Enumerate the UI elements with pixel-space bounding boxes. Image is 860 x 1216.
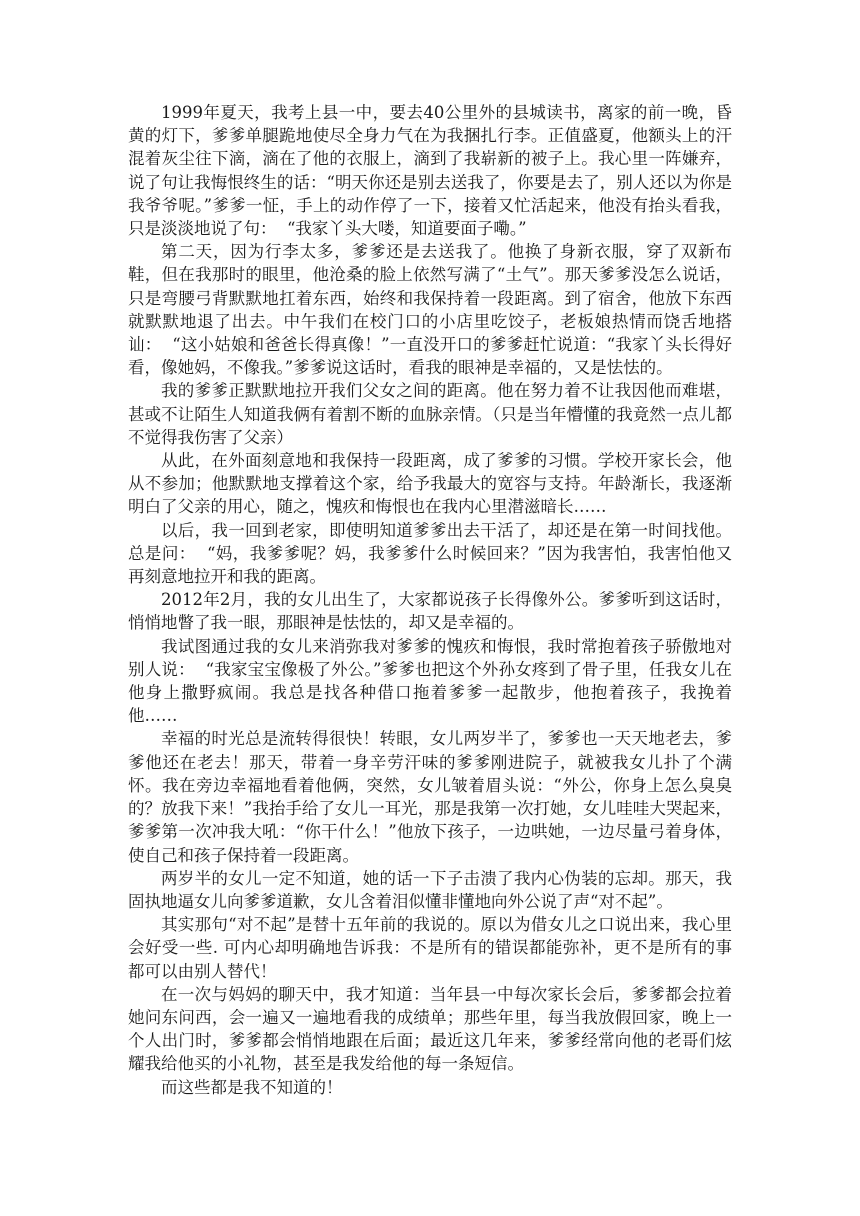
paragraph-12: 而这些都是我不知道的！ xyxy=(161,1077,343,1097)
paragraph-11: 在一次与妈妈的聊天中，我才知道：当年县一中每次家长会后，爹爹都会拉着她问东问西，会一遍又一遍地看我的成绩单；那些年里，每当我放假回家，晚上一个人出门时，爹爹都会悄悄地跟在后面；最近这几年来，爹爹经常向他的老哥们炫耀我给他买的小礼物，甚至是我发给他的每一条短信。 xyxy=(128,984,732,1074)
paragraph-10: 其实那句“对不起”是替十五年前的我说的。原以为借女儿之口说出来，我心里会好受一些. 可内心却明确地告诉我：不是所有的错误都能弥补，更不是所有的事都可以由别人替代！ xyxy=(128,915,732,981)
paragraph-2: 第二天，因为行李太多，爹爹还是去送我了。他换了身新衣服，穿了双新布鞋，但在我那时的眼里，他沧桑的脸上依然写满了“土气”。那天爹爹没怎么说话，只是弯腰弓背默默地扛着东西，始终和我保持着一段距离。到了宿舍，他放下东西就默默地退了出去。中午我们在校门口的小店里吃饺子，老板娘热情而饶舌地搭讪： “这小姑娘和爸爸长得真像！”一直没开口的爹爹赶忙说道：“我家丫头长得好看，像她妈，不像我。”爹爹说这话时，看我的眼神是幸福的，又是怯怯的。 xyxy=(128,242,732,378)
paragraph-7: 我试图通过我的女儿来消弥我对爹爹的愧疚和悔恨，我时常抱着孩子骄傲地对别人说： “我家宝宝像极了外公。”爹爹也把这个外孙女疼到了骨子里，任我女儿在他身上撒野疯闹。我总是找各种借口拖着爹爹一起散步，他抱着孩子，我挽着他…… xyxy=(128,636,732,726)
paragraph-9: 两岁半的女儿一定不知道，她的话一下子击溃了我内心伪装的忘却。那天，我固执地逼女儿向爹爹道歉，女儿含着泪似懂非懂地向外公说了声“对不起”。 xyxy=(128,868,732,911)
paragraph-5: 以后，我一回到老家，即使明知道爹爹出去干活了，却还是在第一时间找他。总是问： “妈，我爹爹呢？妈，我爹爹什么时候回来？”因为我害怕，我害怕他又再刻意地拉开和我的距离。 xyxy=(128,520,732,587)
article-body xyxy=(128,101,732,1099)
paragraph-4: 从此，在外面刻意地和我保持一段距离，成了爹爹的习惯。学校开家长会，他从不参加；他默默地支撑着这个家，给予我最大的宽容与支持。年龄渐长，我逐渐明白了父亲的用心，随之，愧疚和悔恨也在我内心里潜滋暗长…… xyxy=(128,451,732,517)
paragraph-1: 1999年夏天，我考上县一中，要去40公里外的县城读书，离家的前一晚，昏黄的灯下，爹爹单腿跪地使尽全身力气在为我捆扎行李。正值盛夏，他额头上的汗混着灰尘往下滴，滴在了他的衣服上，滴到了我崭新的被子上。我心里一阵嫌弃，说了句让我悔恨终生的话：“明天你还是别去送我了，你要是去了，别人还以为你是我爷爷呢。”爹爹一怔，手上的动作停了一下，接着又忙活起来，他没有抬头看我，只是淡淡地说了句： “我家丫头大喽，知道要面子嘞。” xyxy=(128,103,732,239)
paragraph-3: 我的爹爹正默默地拉开我们父女之间的距离。他在努力着不让我因他而难堪，甚或不让陌生人知道我俩有着割不断的血脉亲情。（只是当年懵懂的我竟然一点儿都不觉得我伤害了父亲） xyxy=(128,381,732,447)
paragraph-8: 幸福的时光总是流转得很快！转眼，女儿两岁半了，爹爹也一天天地老去，爹爹他还在老去！那天，带着一身辛劳汗味的爹爹刚进院子，就被我女儿扑了个满怀。我在旁边幸福地看着他俩，突然，女儿皱着眉头说：“外公，你身上怎么臭臭的？放我下来！”我抬手给了女儿一耳光，那是我第一次打她，女儿哇哇大哭起来，爹爹第一次冲我大吼：“你干什么！”他放下孩子，一边哄她，一边尽量弓着身体，使自己和孩子保持着一段距离。 xyxy=(128,729,732,865)
paragraph-6: 2012年2月，我的女儿出生了，大家都说孩子长得像外公。爹爹听到这话时，悄悄地瞥了我一眼，那眼神是怯怯的，却又是幸福的。 xyxy=(128,590,732,633)
